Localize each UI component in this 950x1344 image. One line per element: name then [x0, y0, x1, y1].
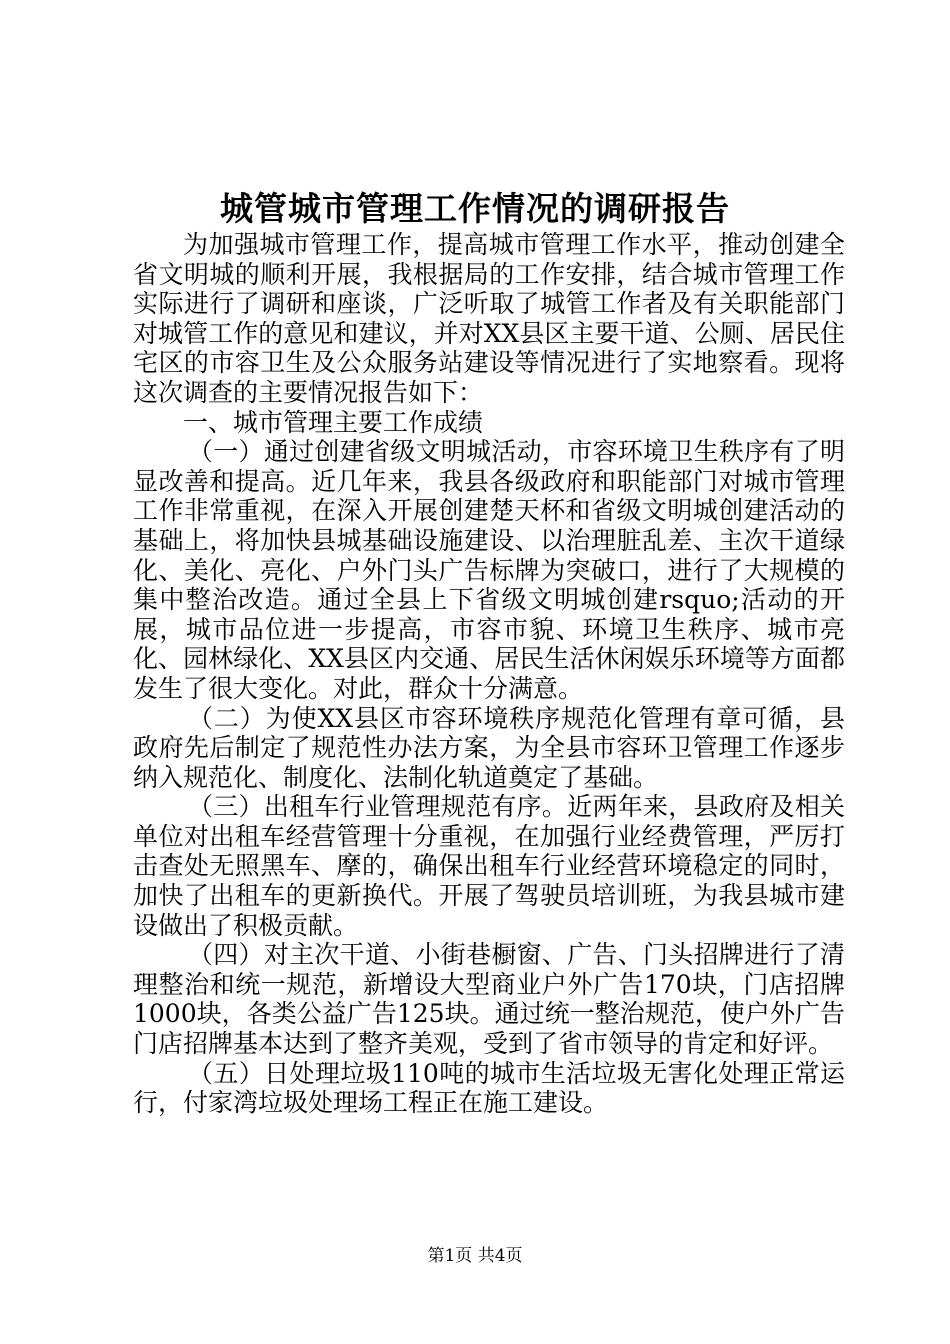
body-paragraph: （四）对主次干道、小街巷橱窗、广告、门头招牌进行了清理整治和统一规范，新增设大型商业户外广告170块，门店招牌1000块，各类公益广告125块。通过统一整治规范，使户外广告门店招牌基本达到了整齐美观，受到了省市领导的肯定和好评。 — [133, 940, 845, 1059]
intro-paragraph: 为加强城市管理工作，提高城市管理工作水平，推动创建全省文明城的顺利开展，我根据局的工作安排，结合城市管理工作实际进行了调研和座谈，广泛听取了城管工作者及有关职能部门对城管工作的意见和建议，并对XX县区主要干道、公厕、居民住宅区的市容卫生及公众服务站建设等情况进行了实地察看。现将这次调查的主要情况报告如下： — [133, 230, 845, 407]
body-paragraph: （五）日处理垃圾110吨的城市生活垃圾无害化处理正常运行，付家湾垃圾处理场工程正在施工建设。 — [133, 1058, 845, 1118]
section-heading: 一、城市管理主要工作成绩 — [183, 407, 484, 437]
body-paragraph: （二）为使XX县区市容环境秩序规范化管理有章可循，县政府先后制定了规范性办法方案，为全县市容环卫管理工作逐步纳入规范化、制度化、法制化轨道奠定了基础。 — [133, 703, 845, 792]
document-title: 城管城市管理工作情况的调研报告 — [220, 189, 730, 228]
page-number-footer: 第1页 共4页 — [427, 1246, 523, 1266]
body-paragraph: （三）出租车行业管理规范有序。近两年来，县政府及相关单位对出租车经营管理十分重视，在加强行业经费管理，严厉打击查处无照黑车、摩的，确保出租车行业经营环境稳定的同时，加快了出租车的更新换代。开展了驾驶员培训班，为我县城市建设做出了积极贡献。 — [133, 792, 845, 940]
body-paragraph: （一）通过创建省级文明城活动，市容环境卫生秩序有了明显改善和提高。近几年来，我县各级政府和职能部门对城市管理工作非常重视，在深入开展创建楚天杯和省级文明城创建活动的基础上，将加快县城基础设施建设、以治理脏乱差、主次干道绿化、美化、亮化、户外门头广告标牌为突破口，进行了大规模的集中整治改造。通过全县上下省级文明城创建rsquo;活动的开展，城市品位进一步提高，市容市貌、环境卫生秩序、城市亮化、园林绿化、XX县区内交通、居民生活休闲娱乐环境等方面都发生了很大变化。对此，群众十分满意。 — [133, 437, 845, 703]
document-body — [133, 230, 845, 1118]
